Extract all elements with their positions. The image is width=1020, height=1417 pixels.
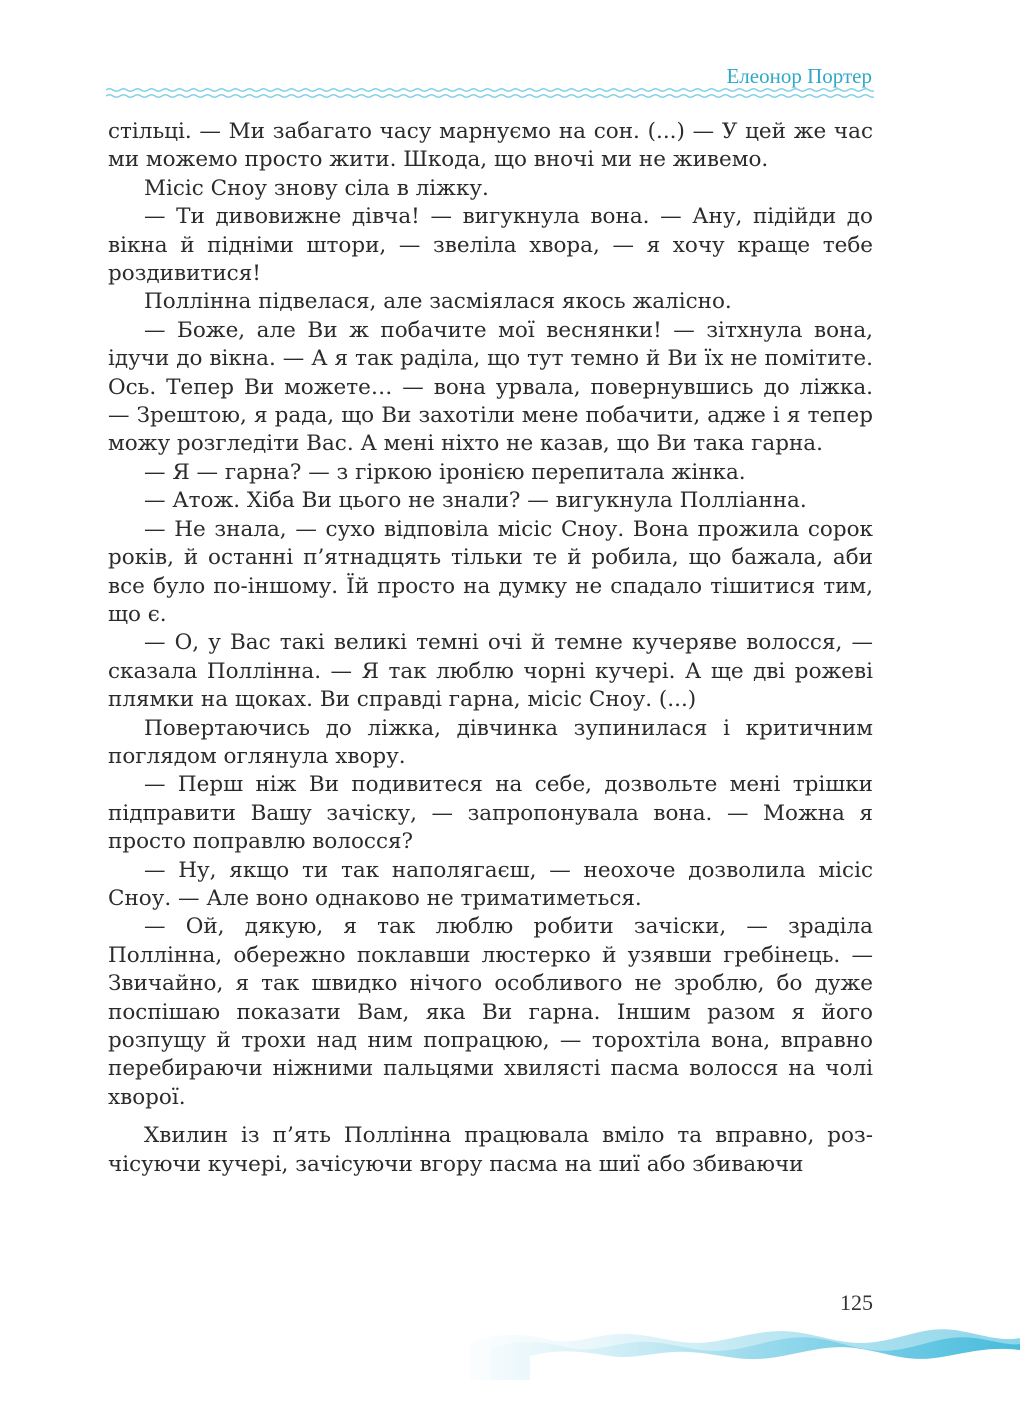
paragraph: Хвилин із п’ять Поллінна працювала вміло та вправно, розчісуючи кучері, зачісуючи вгору пасма на шиї або збиваючи: [108, 1123, 873, 1177]
page-number: 125: [840, 1290, 873, 1315]
header-wave-ornament: [106, 86, 874, 100]
running-head-author: Елеонор Портер: [726, 64, 872, 88]
footer-wave-ornament: [470, 1320, 1020, 1380]
paragraph: — О, у Вас такі великі темні очі й темне кучеряве волосся, — сказала Поллінна. — Я так люблю чорні кучері. А ще дві рожеві плямки на щоках. Ви справді гарна, місіс Сноу. (...): [108, 630, 873, 713]
paragraph: — Не знала, — сухо відповіла місіс Сноу. Вона прожила сорок років, й останні п’ятнадцять тільки те й робила, що бажала, аби все було по-іншому. Їй просто на думку не спадало тішитися тим, що є.: [108, 516, 873, 627]
paragraph: стільці. — Ми забагато часу марнуємо на сон. (...) — У цей же час ми можемо просто жити. Шкода, що вночі ми не живемо.: [108, 119, 873, 173]
paragraph: — Ой, дякую, я так люблю робити зачіски, — зраділа Поллінна, обережно поклавши люстерко й узявши гребінець. — Звичайно, я так швидко нічого особливого не зроблю, бо дуже поспішаю показати Вам, яка Ви гарна. Іншим разом я його розпущу й трохи над ним попрацюю, — торохтіла вона, вправно перебираючи ніжними пальцями хвилясті пасма волосся на чолі хворої.: [108, 914, 873, 1110]
paragraph: — Я — гарна? — з гіркою іронією перепитала жінка.: [144, 459, 746, 485]
paragraph: — Ти дивовижне дівча! — вигукнула вона. — Ану, підійди до вікна й підніми штори, — звеліла хвора, — я хочу краще тебе роздивитися!: [108, 204, 873, 287]
paragraph: — Атож. Хіба Ви цього не знали? — вигукнула Полліанна.: [144, 488, 807, 514]
paragraph: — Ну, якщо ти так наполягаєш, — неохоче дозволила місіс Сноу. — Але воно однаково не триматиметься.: [108, 857, 873, 911]
paragraph: Поллінна підвелася, але засміялася якось жалісно.: [144, 289, 732, 315]
paragraph: — Перш ніж Ви подивитеся на себе, дозвольте мені трішки підправити Вашу зачіску, — запропонувала вона. — Можна я просто поправлю волосся?: [108, 772, 873, 855]
paragraph: Повертаючись до ліжка, дівчинка зупинилася і критичним поглядом оглянула хвору.: [108, 715, 873, 769]
paragraph: — Боже, але Ви ж побачите мої веснянки! — зітхнула вона, ідучи до вікна. — А я так раділа, що тут темно й Ви їх не помітите. Ось. Тепер Ви можете… — вона урвала, повернувшись до ліжка. — Зрештою, я рада, що Ви захотіли мене побачити, адже і я тепер можу розгледіти Вас. А мені ніхто не казав, що Ви така гарна.: [108, 317, 873, 457]
text-body: [108, 118, 873, 1179]
paragraph: Місіс Сноу знову сіла в ліжку.: [144, 175, 489, 201]
